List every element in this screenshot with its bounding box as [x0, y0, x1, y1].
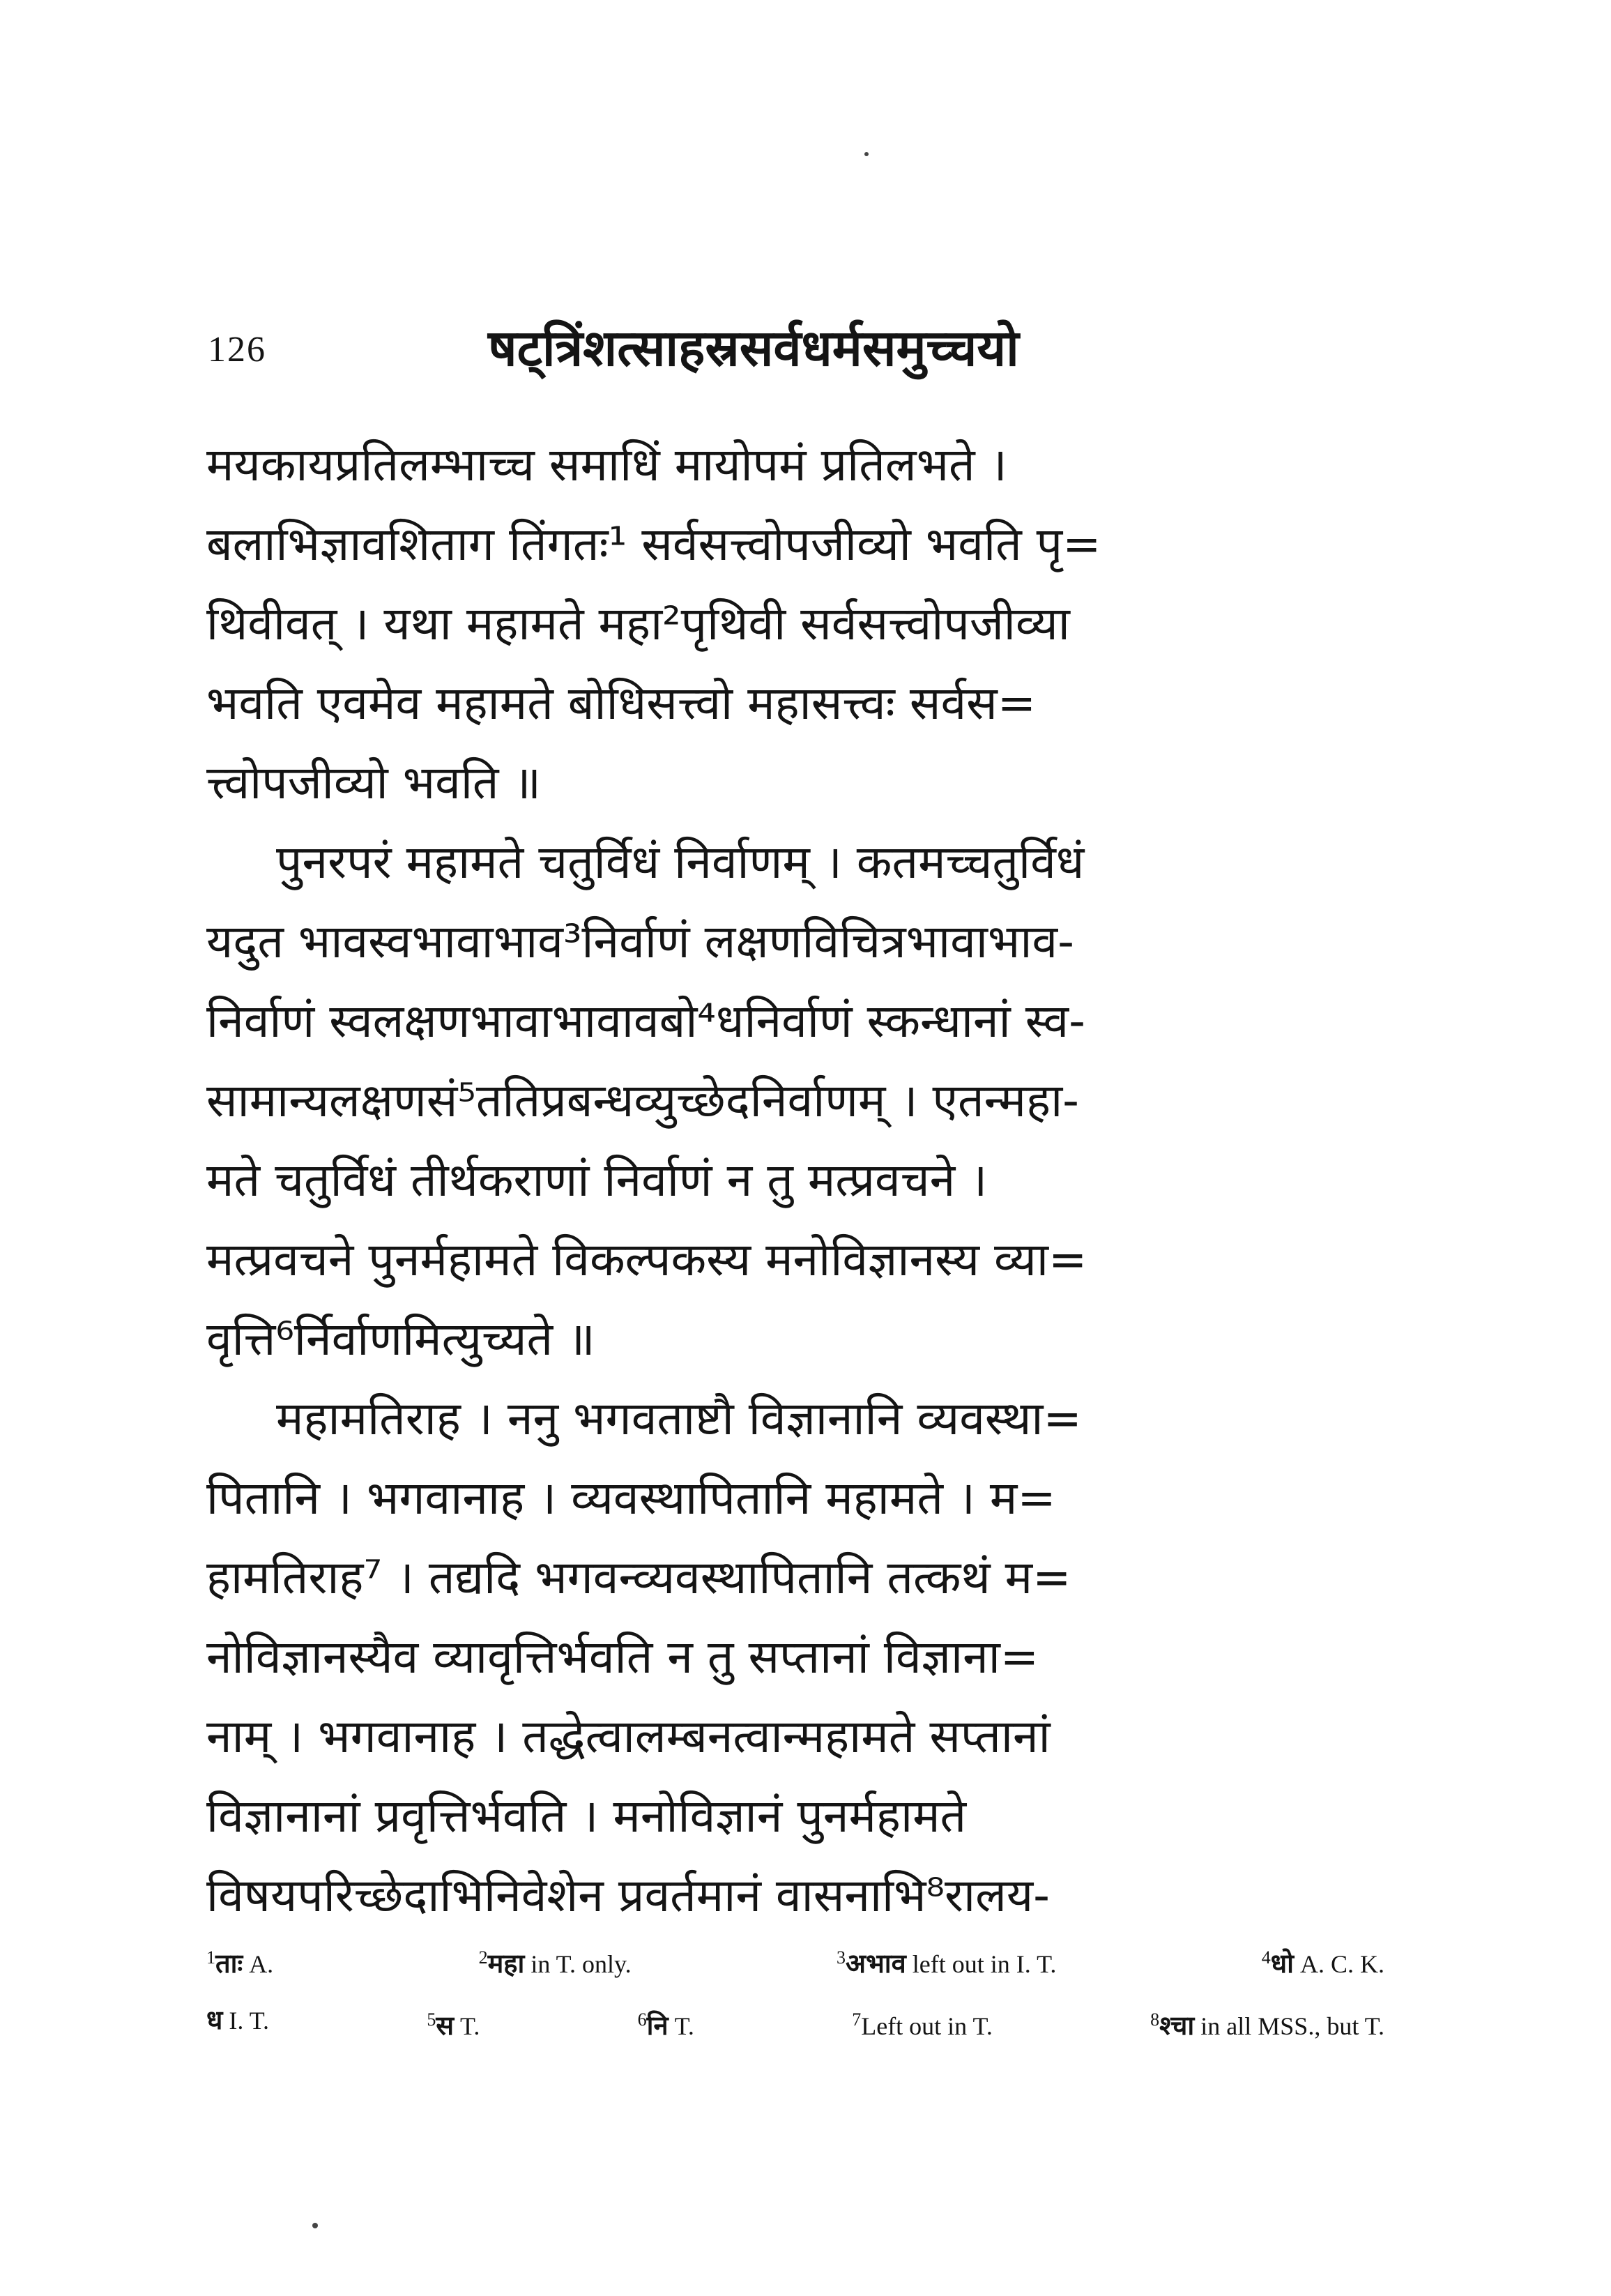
footnote: $^6$नि T. — [637, 2009, 694, 2041]
footnote: ध I. T. — [206, 2005, 270, 2035]
text-line: महामतिराह । ननु भगवताष्टौ विज्ञानानि व्यवस्था= — [276, 1392, 1082, 1445]
footnote-row — [206, 1992, 1384, 2054]
footnote: $^5$स T. — [427, 2009, 480, 2041]
text-line: सामान्यलक्षणसं⁵ततिप्रबन्धव्युच्छेदनिर्वाणम् । एतन्महा- — [206, 1074, 1079, 1127]
footnote: $^4$धो A. C. K. — [1261, 1947, 1384, 1979]
footnote: $^1$ताः A. — [206, 1947, 274, 1979]
text-line: पुनरपरं महामते चतुर्विधं निर्वाणम् । कतमच्चतुर्विधं — [276, 835, 1085, 889]
text-line: बलाभिज्ञावशिताग तिंगतः¹ सर्वसत्त्वोपजीव्यो भवति पृ= — [206, 517, 1101, 571]
running-title: षट्त्रिंशत्साहस्रसर्वधर्मसमुच्चयो — [488, 319, 1019, 377]
text-line: मयकायप्रतिलम्भाच्च समाधिं मायोपमं प्रतिलभते । — [206, 438, 1007, 492]
footnote: $^2$महा in T. only. — [478, 1947, 632, 1979]
text-line: विषयपरिच्छेदाभिनिवेशेन प्रवर्तमानं वासनाभि⁸रालय- — [206, 1869, 1050, 1922]
footnotes — [206, 1930, 1384, 2054]
ink-speck — [312, 2223, 318, 2228]
footnote: $^7$Left out in T. — [852, 2009, 993, 2040]
text-line: पितानि । भगवानाह । व्यवस्थापितानि महामते । म= — [206, 1471, 1056, 1525]
text-line: वृत्ति⁶र्निर्वाणमित्युच्यते ॥ — [206, 1312, 595, 1366]
footnote: $^8$श्चा in all MSS., but T. — [1150, 2009, 1384, 2041]
page-number: 126 — [208, 330, 266, 370]
ink-speck — [864, 152, 869, 156]
text-line: विज्ञानानां प्रवृत्तिर्भवति । मनोविज्ञानं पुनर्महामते — [206, 1789, 967, 1843]
text-line: नाम् । भगवानाह । तद्धेत्वालम्बनत्वान्महामते सप्तानां — [206, 1710, 1051, 1763]
text-line: मते चतुर्विधं तीर्थकराणां निर्वाणं न तु मत्प्रवचने । — [206, 1153, 988, 1207]
text-line: थिवीवत् । यथा महामते महा²पृथिवी सर्वसत्त्वोपजीव्या — [206, 597, 1070, 651]
text-line: हामतिराह⁷ । तद्यदि भगवन्व्यवस्थापितानि तत्कथं म= — [206, 1551, 1071, 1604]
text-line: मत्प्रवचने पुनर्महामते विकल्पकस्य मनोविज्ञानस्य व्या= — [206, 1233, 1087, 1286]
footnote: $^3$अभाव left out in I. T. — [837, 1947, 1057, 1979]
footnote-row — [206, 1930, 1384, 1992]
text-line: यदुत भावस्वभावाभाव³निर्वाणं लक्षणविचित्रभावाभाव- — [206, 915, 1074, 968]
text-line: नोविज्ञानस्यैव व्यावृत्तिर्भवति न तु सप्तानां विज्ञाना= — [206, 1630, 1039, 1684]
text-line: निर्वाणं स्वलक्षणभावाभावावबो⁴धनिर्वाणं स्कन्धानां स्व- — [206, 994, 1085, 1048]
text-line: त्त्वोपजीव्यो भवति ॥ — [206, 756, 542, 809]
body-text — [206, 425, 1384, 1936]
text-line: भवति एवमेव महामते बोधिसत्त्वो महासत्त्वः सर्वस= — [206, 676, 1037, 730]
